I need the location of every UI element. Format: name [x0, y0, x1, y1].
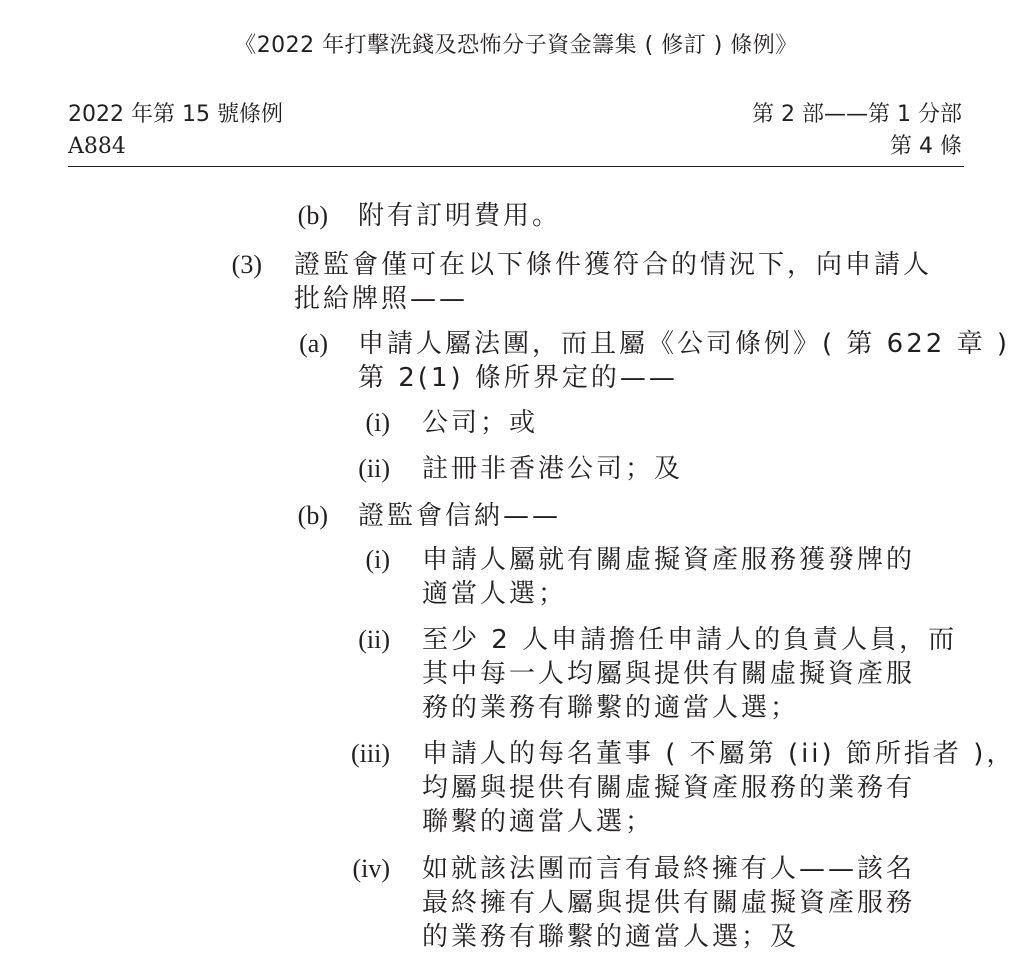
item-label: (i) — [365, 408, 390, 437]
item-label: (ii) — [358, 454, 390, 483]
item-text: 證監會信納—— — [358, 501, 562, 531]
item-text: 附有訂明費用。 — [358, 201, 562, 231]
running-title: 《2022 年打擊洗錢及恐怖分子資金籌集 ( 修訂 ) 條例》 — [234, 33, 798, 58]
item-text-line-2: 均屬與提供有關虛擬資產服務的業務有 — [422, 773, 916, 803]
item-text-line-2: 最終擁有人屬與提供有關虛擬資產服務 — [422, 888, 916, 918]
header-right — [752, 99, 962, 163]
page-reference: A884 — [68, 134, 126, 159]
ordinance-number: 2022 年第 15 號條例 — [68, 102, 283, 127]
item-text-line-1: 申請人屬就有關虛擬資產服務獲發牌的 — [422, 545, 916, 575]
item-text-line-1: 證監會僅可在以下條件獲符合的情況下，向申請人 — [294, 250, 933, 280]
item-text: 公司；或 — [422, 408, 539, 438]
header-divider — [68, 166, 964, 167]
item-text-line-2: 其中每一人均屬與提供有關虛擬資產服 — [422, 659, 916, 689]
item-text-line-1: 如就該法團而言有最終擁有人——該名 — [422, 854, 916, 884]
header-left — [68, 99, 283, 163]
item-label: (i) — [365, 545, 390, 574]
item-text: 註冊非香港公司；及 — [422, 454, 684, 484]
part-division: 第 2 部——第 1 分部 — [752, 102, 962, 127]
item-text-line-1: 申請人屬法團，而且屬《公司條例》( 第 622 章 ) — [358, 329, 1010, 359]
item-text-line-3: 聯繫的適當人選； — [422, 807, 655, 837]
item-label: (ii) — [358, 625, 390, 654]
item-label: (a) — [299, 329, 328, 358]
item-text-line-2: 適當人選； — [422, 579, 568, 609]
item-text-line-3: 的業務有聯繫的適當人選；及 — [422, 922, 800, 952]
item-text-line-1: 至少 2 人申請擔任申請人的負責人員，而 — [422, 625, 958, 655]
item-label: (b) — [297, 501, 328, 530]
item-label: (iii) — [351, 739, 390, 768]
item-text-line-2: 批給牌照—— — [294, 284, 469, 314]
item-label: (3) — [231, 250, 262, 279]
section-number: 第 4 條 — [890, 134, 962, 159]
item-text-line-1: 申請人的每名董事 ( 不屬第 (ii) 節所指者 )， — [422, 739, 1016, 769]
item-label: (iv) — [352, 854, 390, 883]
item-label: (b) — [297, 201, 328, 230]
item-text-line-2: 第 2(1) 條所界定的—— — [358, 363, 678, 393]
item-text-line-3: 務的業務有聯繫的適當人選； — [422, 693, 800, 723]
